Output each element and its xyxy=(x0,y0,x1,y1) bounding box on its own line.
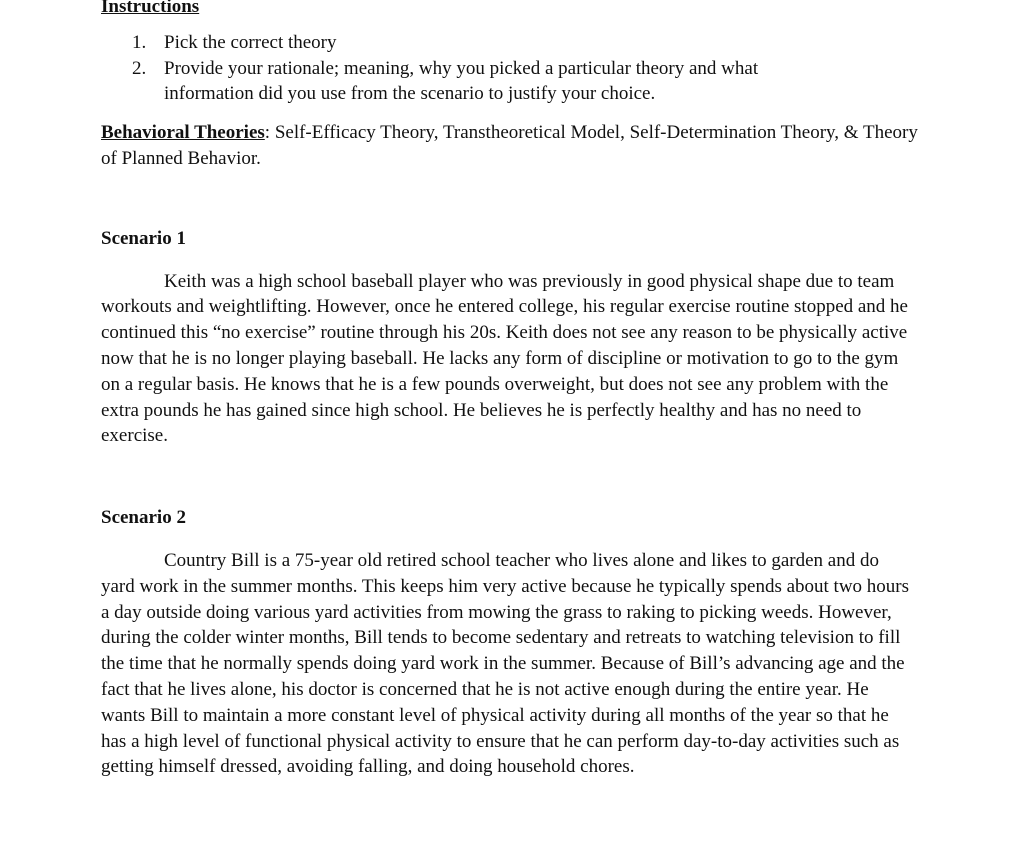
list-item-text: Pick the correct theory xyxy=(164,31,337,53)
instructions-list xyxy=(101,30,921,107)
scenario-1-text: Keith was a high school baseball player who was previously in good physical shape due to team workouts and weightlifting. However, once he entered college, his regular exercise routine stopped and he continued this “no exercise” routine through his 20s. Keith does not see any reason to be physically active now that he is no longer playing baseball. He lacks any form of discipline or motivation to go to the gym on a regular basis. He knows that he is a few pounds overweight, but does not see any problem with the extra pounds he has gained since high school. He believes he is perfectly healthy and has no need to exercise. xyxy=(101,270,908,447)
behavioral-theories-label: Behavioral Theories xyxy=(101,122,265,144)
behavioral-theories-colon: : xyxy=(264,122,271,144)
list-item-number: 1. xyxy=(132,31,147,53)
list-item xyxy=(101,56,824,108)
list-item-number: 2. xyxy=(132,57,147,79)
scenario-2-text: Country Bill is a 75-year old retired school teacher who lives alone and likes to garden and do yard work in the summer months. This keeps him very active because he typically spends about two hours a day outside doing various yard activities from mowing the grass to raking to picking weeds. However, during the colder winter months, Bill tends to become sedentary and retreats to watching television to fill the time that he normally spends doing yard work in the summer. Because of Bill’s advancing age and the fact that he lives alone, his doctor is concerned that he is not active enough during the entire year. He wants Bill to maintain a more constant level of physical activity during all months of the year so that he has a high level of functional physical activity to ensure that he can perform day-to-day activities such as getting himself dressed, avoiding falling, and doing household chores. xyxy=(101,549,910,778)
document-page xyxy=(101,0,921,780)
behavioral-theories-list: Self-Efficacy Theory, Transtheoretical Model, Self-Determination Theory, & Theory of Planned Behavior. xyxy=(101,122,918,169)
scenario-2-title: Scenario 2 xyxy=(101,507,186,529)
behavioral-theories-paragraph xyxy=(101,120,921,172)
instructions-heading: Instructions xyxy=(101,0,200,17)
list-item-text: Provide your rationale; meaning, why you picked a particular theory and what information did you use from the scenario to justify your choice. xyxy=(164,57,759,105)
scenario-1-title: Scenario 1 xyxy=(101,227,186,249)
list-item xyxy=(101,30,824,56)
